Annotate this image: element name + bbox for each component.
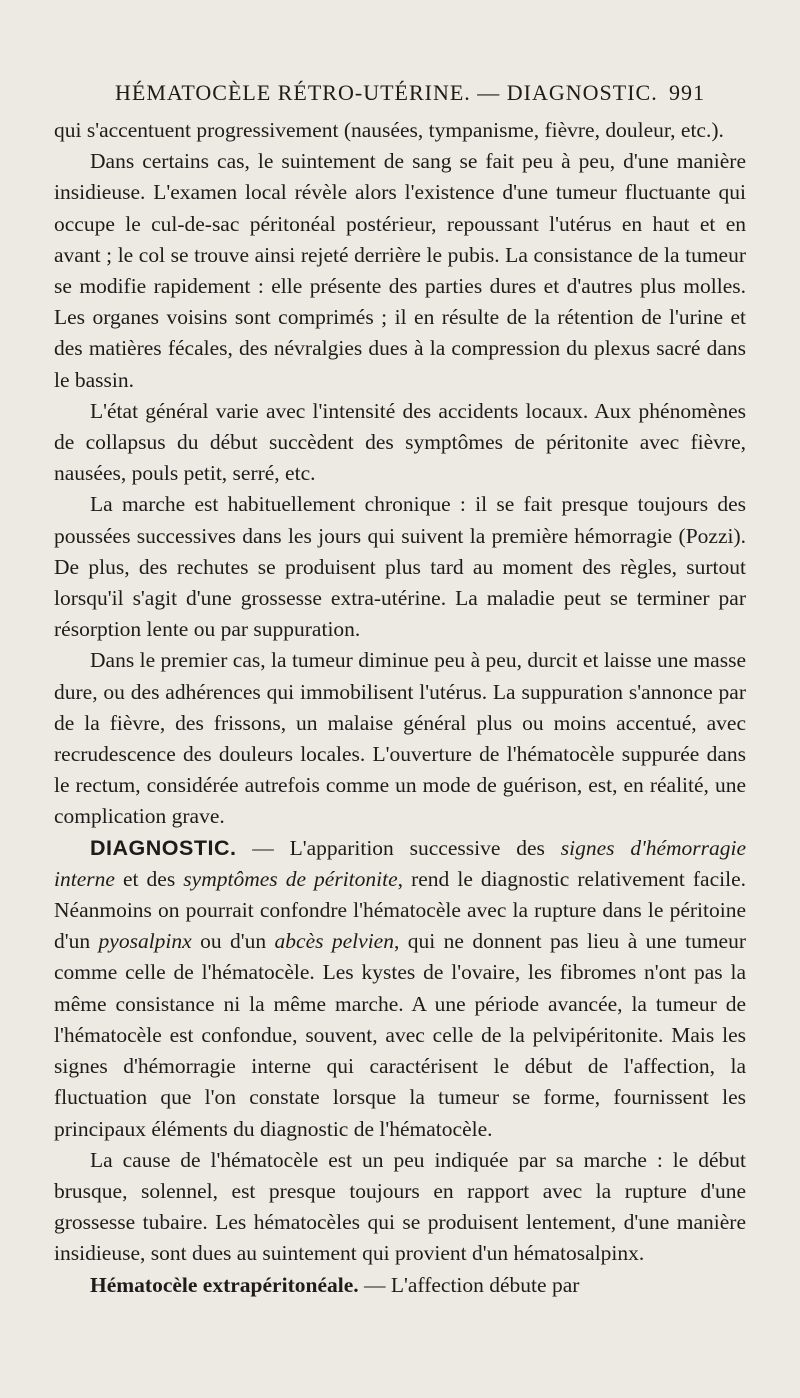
paragraph-premier-cas: Dans le premier cas, la tumeur diminue peu à peu, durcit et laisse une masse dure, ou des adhérences qui immobilisent l'utérus. La suppuration s'annonce par de la fièvre, des frissons, un malaise général plus ou moins accentué, avec recrudescence des douleurs locales. L'ouverture de l'hématocèle suppurée dans le rectum, considérée autrefois comme un mode de guérison, est, en réalité, une complication grave.: [54, 648, 746, 829]
section-heading-diagnostic: DIAGNOSTIC.: [90, 835, 237, 860]
paragraph-suintement: Dans certains cas, le suintement de sang se fait peu à peu, d'une manière insidieuse. L'examen local révèle alors l'existence d'une tumeur fluctuante qui occupe le cul-de-sac péritonéal postérieur, repoussant l'utérus en haut et en avant ; le col se trouve ainsi rejeté derrière le pubis. La consistance de la tumeur se modifie rapidement : elle présente des parties dures et d'autres plus molles. Les organes voisins sont comprimés ; il en résulte de la rétention de l'urine et des matières fécales, des névralgies dues à la compression du plexus sacré dans le bassin.: [54, 149, 746, 392]
running-header: [115, 80, 705, 110]
subheading-extraperitoneale: Hématocèle extrapéritonéale.: [90, 1272, 359, 1297]
body-text: [54, 115, 746, 1301]
page-number: 991: [669, 80, 705, 105]
running-title: HÉMATOCÈLE RÉTRO-UTÉRINE. — DIAGNOSTIC.: [115, 80, 658, 105]
paragraph-etat-general: L'état général varie avec l'intensité des accidents locaux. Aux phénomènes de collapsus du début succèdent des symptômes de péritonite avec fièvre, nausées, pouls petit, serré, etc.: [54, 398, 746, 486]
paragraph-diagnostic: DIAGNOSTIC. — L'apparition successive des signes d'hémorragie interne et des symptômes de péritonite, rend le diagnostic relativement facile. Néanmoins on pourrait confondre l'hématocèle avec la rupture dans le péritoine d'un pyosalpinx ou d'un abcès pelvien, qui ne donnent pas lieu à une tumeur comme celle de l'hématocèle. Les kystes de l'ovaire, les fibromes n'ont pas la même consistance ni la même marche. A une période avancée, la tumeur de l'hématocèle est confondue, souvent, avec celle de la pelvipéritonite. Mais les signes d'hémorragie interne qui caractérisent le début de l'affection, la fluctuation que l'on constate lorsque la tumeur se forme, fournissent les principaux éléments du diagnostic de l'hématocèle.: [54, 835, 747, 1141]
paragraph-continuation: qui s'accentuent progressivement (nausées, tympanisme, fièvre, douleur, etc.).: [54, 118, 724, 142]
paragraph-cause: La cause de l'hématocèle est un peu indiquée par sa marche : le début brusque, solennel, est presque toujours en rapport avec la rupture d'une grossesse tubaire. Les hématocèles qui se produisent lentement, d'une manière insidieuse, sont dues au suintement qui provient d'un hématosalpinx.: [54, 1147, 746, 1266]
paragraph-extraperitoneale: Hématocèle extrapéritonéale. — L'affection débute par: [90, 1272, 580, 1297]
paragraph-marche: La marche est habituellement chronique : il se fait presque toujours des poussées successives dans les jours qui suivent la première hémorragie (Pozzi). De plus, des rechutes se produisent plus tard au moment des règles, surtout lorsqu'il s'agit d'une grossesse extra-utérine. La maladie peut se terminer par résorption lente ou par suppuration.: [54, 492, 746, 642]
